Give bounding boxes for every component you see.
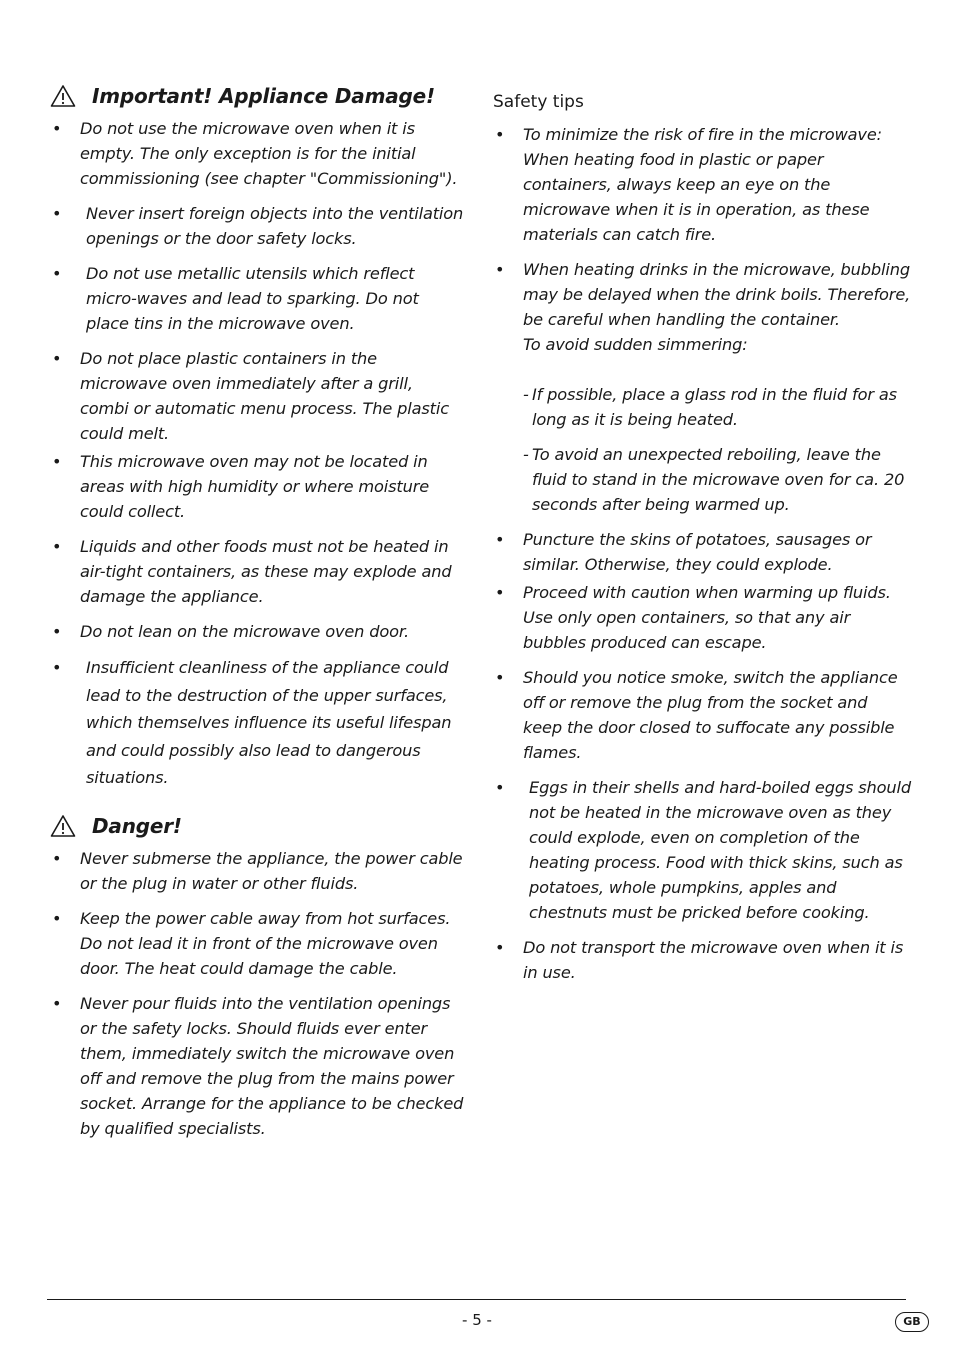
list-item: • When heating drinks in the microwave, bubbling may be delayed when the drink boils. Therefore, be careful when handling the container. To avoid sudden simmering: - If possible, place a glass rod in the fluid for as long as it is being heated. - To avoid an unexpected reboiling, leave the fluid to stand in the microwave oven for ca. 20 seconds after being warmed up. bbox=[493, 257, 911, 517]
safety-tips-list bbox=[493, 122, 911, 985]
list-item: • Liquids and other foods must not be heated in air-tight containers, as these may explode and damage the appliance. bbox=[52, 537, 452, 606]
list-item: • Never pour fluids into the ventilation openings or the safety locks. Should fluids ever enter them, immediately switch the microwave oven off and remove the plug from the mains power socket. Arrange for the appliance to be checked by qualified specialists. bbox=[52, 993, 464, 1138]
list-item-text: To avoid sudden simmering: bbox=[523, 335, 748, 354]
right-column bbox=[493, 84, 911, 995]
left-column bbox=[50, 84, 465, 1151]
sub-item: - To avoid an unexpected reboiling, leave the fluid to stand in the microwave oven for ca. 20 seconds after being warmed up. bbox=[523, 445, 905, 514]
list-item: • Never submerse the appliance, the power cable or the plug in water or other fluids. bbox=[52, 848, 463, 893]
appliance-damage-heading bbox=[50, 84, 465, 108]
heading-text: Important! Appliance Damage! bbox=[92, 84, 435, 108]
warning-triangle-icon bbox=[50, 84, 76, 108]
list-item: • Keep the power cable away from hot surfaces. Do not lead it in front of the microwave oven door. The heat could damage the cable. bbox=[52, 908, 451, 978]
danger-list bbox=[50, 846, 465, 1141]
list-item: • Do not use metallic utensils which reflect micro-waves and lead to sparking. Do not place tins in the microwave oven. bbox=[52, 264, 419, 333]
safety-tips-title: Safety tips bbox=[493, 92, 584, 112]
list-item: • Proceed with caution when warming up fluids. Use only open containers, so that any air bubbles produced can escape. bbox=[495, 583, 891, 652]
warning-triangle-icon bbox=[50, 814, 76, 838]
list-item: • Do not lean on the microwave oven door. bbox=[52, 622, 409, 641]
list-item: • This microwave oven may not be located in areas with high humidity or where moisture could collect. bbox=[52, 452, 430, 521]
list-item-text: When heating drinks in the microwave, bubbling may be delayed when the drink boils. Therefore, be careful when handling the container. bbox=[523, 260, 911, 329]
heading-text: Danger! bbox=[92, 813, 182, 838]
list-item: • To minimize the risk of fire in the microwave: When heating food in plastic or paper containers, always keep an eye on the microwave when it is in operation, as these materials can catch fire. bbox=[495, 125, 882, 244]
language-badge: GB bbox=[895, 1312, 929, 1332]
list-item: • Eggs in their shells and hard-boiled eggs should not be heated in the microwave oven as they could explode, even on completion of the heating process. Food with thick skins, such as potatoes, whole pumpkins, apples and chestnuts must be pricked before cooking. bbox=[495, 778, 911, 922]
list-item: • Do not use the microwave oven when it is empty. The only exception is for the initial commissioning (see chapter "Commissioning"). bbox=[52, 119, 458, 188]
list-item: • Do not transport the microwave oven when it is in use. bbox=[495, 938, 904, 982]
list-item: • Do not place plastic containers in the microwave oven immediately after a grill, combi or automatic menu process. The plastic could melt. bbox=[52, 349, 449, 443]
footer-divider bbox=[47, 1299, 906, 1300]
page-number: - 5 - bbox=[462, 1311, 492, 1329]
sub-item: - If possible, place a glass rod in the fluid for as long as it is being heated. bbox=[523, 385, 897, 429]
list-item: • Insufficient cleanliness of the appliance could lead to the destruction of the upper surfaces, which themselves influence its useful lifespan and could possibly also lead to dangerous situations. bbox=[52, 658, 452, 787]
danger-heading bbox=[50, 814, 465, 838]
list-item: • Never insert foreign objects into the ventilation openings or the door safety locks. bbox=[52, 204, 464, 248]
list-item: • Should you notice smoke, switch the appliance off or remove the plug from the socket and keep the door closed to suffocate any possible flames. bbox=[495, 668, 898, 762]
appliance-damage-list bbox=[50, 116, 465, 792]
list-item: • Puncture the skins of potatoes, sausages or similar. Otherwise, they could explode. bbox=[495, 530, 872, 574]
